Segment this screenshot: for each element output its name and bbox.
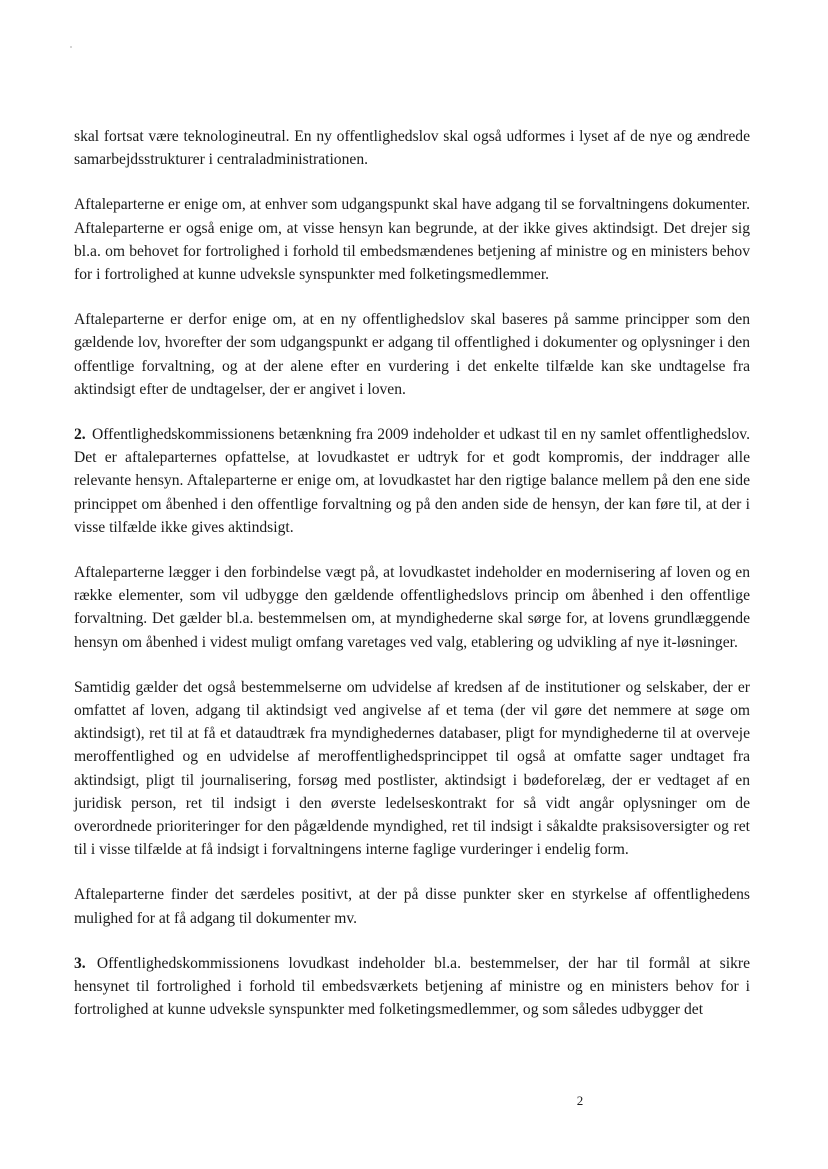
document-body [74, 125, 750, 1044]
paragraph-text: Samtidig gælder det også bestemmelserne om udvidelse af kredsen af de institutioner og selskaber, der er omfattet af loven, adgang til aktindsigt ved angivelse af et tema (der vil gøre det nemmere at søge om aktindsigt), ret til at få et dataudtræk fra myndighedernes databaser, pligt for myndighederne til at overveje meroffentlighed og en udvidelse af meroffentlighedsprincippet til også at omfatte sager undtaget fra aktindsigt, pligt til journalisering, forsøg med postlister, aktindsigt i bødeforelæg, der er vedtaget af en juridisk person, ret til indsigt i den øverste ledelseskontrakt for så vidt angår oplysninger om de overordnede prioriteringer for den pågældende myndighed, ret til indsigt i såkaldte praksisoversigter og ret til i visse tilfælde at få indsigt i forvaltningens interne faglige vurderinger i endelig form. [74, 678, 750, 859]
paragraph [74, 952, 750, 1022]
paragraph-text: Offentlighedskommissionens lovudkast indeholder bl.a. bestemmelser, der har til formål at sikre hensynet til fortrolighed i forhold til embedsværkets betjening af ministre og en ministers behov for i fortrolighed at kunne udveksle synspunkter med folketingsmedlemmer, og som således udbygger det [74, 954, 750, 1019]
section-number: 3. [74, 954, 86, 972]
paragraph [74, 423, 750, 539]
paragraph-text: Offentlighedskommissionens betænkning fra 2009 indeholder et udkast til en ny samlet offentlighedslov. Det er aftaleparternes opfattelse, at lovudkastet er udtryk for et godt kompromis, der inddrager alle relevante hensyn. Aftaleparterne er enige om, at lovudkastet har den rigtige balance mellem på den ene side princippet om åbenhed i den offentlige forvaltning og på den anden side de hensyn, der kan føre til, at der i visse tilfælde ikke gives aktindsigt. [74, 426, 750, 536]
paragraph [74, 883, 750, 929]
paragraph-text: skal fortsat være teknologineutral. En ny offentlighedslov skal også udformes i lyset af de nye og ændrede samarbejdsstrukturer i centraladministrationen. [74, 128, 750, 169]
paragraph [74, 193, 750, 286]
paragraph-text: Aftaleparterne finder det særdeles positivt, at der på disse punkter sker en styrkelse af offentlighedens mulighed for at få adgang til dokumenter mv. [74, 886, 750, 927]
paragraph [74, 308, 750, 401]
page-number: 2 [576, 1093, 584, 1108]
paragraph-text: Aftaleparterne er derfor enige om, at en ny offentlighedslov skal baseres på samme principper som den gældende lov, hvorefter der som udgangspunkt er adgang til offentlighed i dokumenter og oplysninger i den offentlige forvaltning, og at der alene efter en vurdering i det enkelte tilfælde kan ske undtagelse fra aktindsigt efter de undtagelser, der er angivet i loven. [74, 311, 750, 398]
paragraph [74, 676, 750, 862]
paragraph-text: Aftaleparterne er enige om, at enhver som udgangspunkt skal have adgang til se forvaltningens dokumenter. Aftaleparterne er også enige om, at visse hensyn kan begrunde, at der ikke gives aktindsigt. Det drejer sig bl.a. om behovet for fortrolighed i forhold til embedsmændenes betjening af ministre og en ministers behov for i fortrolighed at kunne udveksle synspunkter med folketingsmedlemmer. [74, 196, 750, 284]
paragraph [74, 125, 750, 171]
scan-dot [70, 46, 72, 48]
paragraph [74, 561, 750, 654]
paragraph-text: Aftaleparterne lægger i den forbindelse vægt på, at lovudkastet indeholder en modernisering af loven og en række elementer, som vil udbygge den gældende offentlighedslovs princip om åbenhed i den offentlige forvaltning. Det gælder bl.a. bestemmelsen om, at myndighederne skal sørge for, at lovens grundlæggende hensyn om åbenhed i videst muligt omfang varetages ved valg, etablering og udvikling af nye it-løsninger. [74, 564, 750, 651]
section-number: 2. [74, 426, 86, 444]
